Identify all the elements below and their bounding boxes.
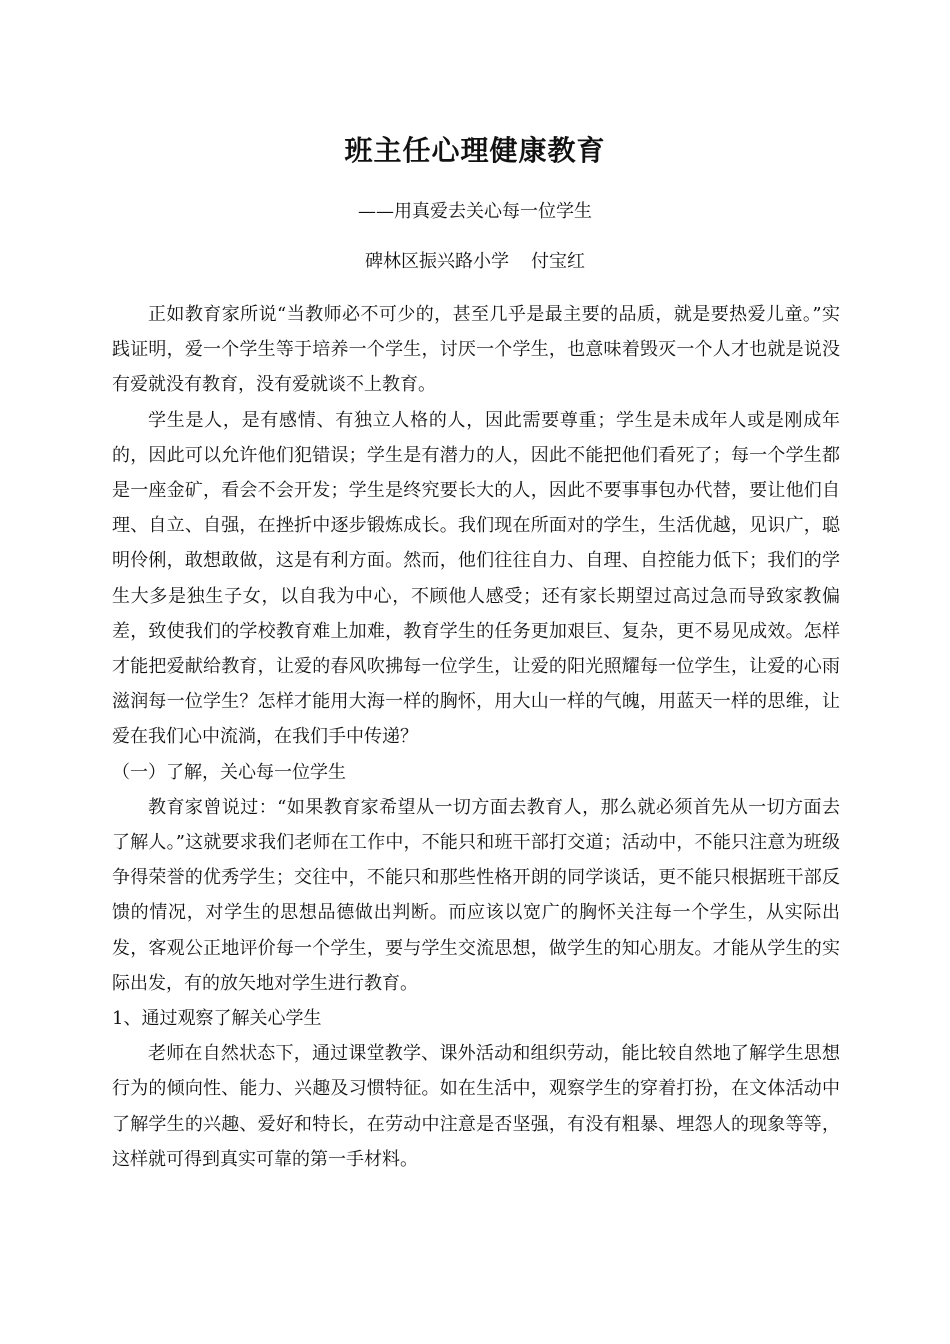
subsection-paragraph: 老师在自然状态下，通过课堂教学、课外活动和组织劳动，能比较自然地了解学生思想行为的倾向性、能力、兴趣及习惯特征。如在生活中，观察学生的穿着打扮，在文体活动中了解学生的兴趣、爱好和特长，在劳动中注意是否坚强，有没有粗暴、埋怨人的现象等等，这样就可得到真实可靠的第一手材料。 xyxy=(112,1043,840,1170)
document-title: 班主任心理健康教育 xyxy=(344,134,606,167)
paragraph-students: 学生是人，是有感情、有独立人格的人，因此需要尊重；学生是未成年人或是刚成年的，因此可以允许他们犯错误；学生是有潜力的人，因此不能把他们看死了；每一个学生都是一座金矿，看会不会开发；学生是终究要长大的人，因此不要事事包办代替，要让他们自理、自立、自强，在挫折中逐步锻炼成长。我们现在所面对的学生，生活优越，见识广，聪明伶俐，敢想敢做，这是有利方面。然而，他们往往自力、自理、自控能力低下；我们的学生大多是独生子女，以自我为中心，不顾他人感受；还有家长期望过高过急而导致家教偏差，致使我们的学校教育难上加难，教育学生的任务更加艰巨、复杂，更不易见成效。怎样才能把爱献给教育，让爱的春风吹拂每一位学生，让爱的阳光照耀每一位学生，让爱的心雨滋润每一位学生？怎样才能用大海一样的胸怀，用大山一样的气魄，用蓝天一样的思维，让爱在我们心中流淌，在我们手中传递？ xyxy=(112,409,840,748)
document-body xyxy=(112,297,840,1177)
school-name: 碑林区振兴路小学 xyxy=(365,251,509,272)
section-paragraph: 教育家曾说过：“如果教育家希望从一切方面去教育人，那么就必须首先从一切方面去了解人。”这就要求我们老师在工作中，不能只和班干部打交道；活动中，不能只注意为班级争得荣誉的优秀学生；交往中，不能只和那些性格开朗的同学谈话，更不能只根据班干部反馈的情况，对学生的思想品德做出判断。而应该以宽广的胸怀关注每一个学生，从实际出发，客观公正地评价每一个学生，要与学生交流思想，做学生的知心朋友。才能从学生的实际出发，有的放矢地对学生进行教育。 xyxy=(112,796,840,994)
paragraph-intro: 正如教育家所说“当教师必不可少的，甚至几乎是最主要的品质，就是要热爱儿童。”实践证明，爱一个学生等于培养一个学生，讨厌一个学生，也意味着毁灭一个人才也就是说没有爱就没有教育，没有爱就谈不上教育。 xyxy=(112,304,840,396)
subsection-heading: 1、通过观察了解关心学生 xyxy=(112,1008,322,1030)
author-line xyxy=(0,250,950,274)
author-name: 付宝红 xyxy=(531,251,585,272)
section-heading: （一）了解，关心每一位学生 xyxy=(112,761,346,783)
document-subtitle: ——用真爱去关心每一位学生 xyxy=(358,201,592,222)
